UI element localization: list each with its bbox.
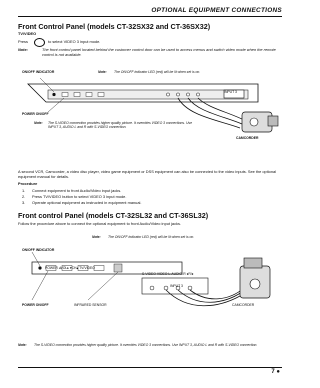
audio-r-jack [196, 93, 199, 96]
page-number: 7 ● [271, 369, 280, 375]
camcorder-icon [242, 112, 278, 132]
front-panel-diagram-2 [18, 252, 282, 330]
tv-video-button-icon [34, 38, 45, 47]
indicator-led [52, 93, 55, 96]
tv-video-key-2 [94, 266, 104, 271]
section1-title: Front Control Panel (models CT-32SX32 and CT-36SX32) [18, 22, 211, 31]
header-rule [18, 16, 282, 17]
video-jack [176, 93, 179, 96]
power-on-off-label-1: POWER ON/OFF [22, 112, 49, 116]
bottom-note-text: The S-VIDEO connection provides higher quality picture. It overrides VIDEO 3 connections. Use INPUT 3, AUDIO L and R with S-VIDEO connection. [34, 343, 258, 347]
input3-label-2: INPUT 3 [170, 284, 183, 288]
diagram1-note-text: The ON/OFF indicator LED (red) will be lit when set is on. [114, 70, 201, 74]
input3-label: INPUT 3 [224, 90, 237, 94]
press-after: to select VIDEO 3 input mode. [48, 39, 101, 44]
svideo-note-label: Note: [34, 121, 43, 125]
svideo-jack [166, 93, 169, 96]
footer-rule [18, 367, 282, 368]
section2-note-label: Note: [92, 235, 101, 239]
press-before: Press [18, 39, 28, 44]
power-key [62, 93, 68, 97]
bottom-note-label: Note: [18, 343, 27, 347]
procedure-step-2: Press TV/VIDEO button to select VIDEO 3 input mode. [32, 194, 127, 199]
tv-video-key [98, 93, 104, 97]
procedure-step-num-3: 3. [22, 200, 26, 205]
on-off-indicator-label-2: ON/OFF INDICATOR [22, 248, 55, 252]
svideo-note-text: The S-VIDEO connection provides higher quality picture. It overrides VIDEO 3 connections. Use INPUT 3, AUDIO L and R with S-VIDEO connection. [48, 121, 192, 130]
procedure-step-3: Operate optional equipment as instructed in equipment manual. [32, 200, 142, 205]
front-panel-diagram-1 [18, 76, 282, 156]
audio-l-jack [186, 93, 189, 96]
procedure-step-1: Connect equipment to front Audio/Video input jacks. [32, 188, 122, 193]
procedure-step-num-2: 2. [22, 194, 26, 199]
power-on-off-label-2: POWER ON/OFF [22, 303, 49, 307]
vol-key [74, 93, 80, 97]
procedure-title: Procedure [18, 181, 38, 186]
page-header: OPTIONAL EQUIPMENT CONNECTIONS [151, 7, 282, 14]
on-off-indicator-label: ON/OFF INDICATOR [22, 70, 55, 74]
ch-key [86, 93, 92, 97]
camcorder-icon-2 [240, 258, 270, 298]
note1-label: Note: [18, 47, 28, 52]
camcorder-label-2: CAMCORDER [232, 303, 255, 307]
tv-video-label: TV/VIDEO [18, 31, 37, 36]
indicator-led-2 [38, 266, 41, 269]
panel-labels-2: POWER ◂VOL▸ ▾CH▴ TV/VIDEO [45, 266, 95, 270]
note1-text: The front control panel located behind the customer control door can be used to access menus and switch video mode when the remote control is not available. [42, 47, 276, 57]
section2-subtitle: Follow the procedure above to connect the optional equipment to front Audio/Video input jacks. [18, 221, 182, 226]
infrared-sensor [114, 264, 122, 272]
procedure-step-num-1: 1. [22, 188, 26, 193]
infrared-sensor-label: INFRARED SENSOR [74, 303, 107, 307]
section2-note-text: The ON/OFF indicator LED (red) will be lit when set is on. [108, 235, 195, 239]
section2-title: Front control Panel (models CT-32SL32 and CT-36SL32) [18, 211, 209, 220]
diagram1-note-label: Note: [98, 70, 107, 74]
intro-paragraph: A second VCR, Camcorder, a video disc player, video game equipment or DSS equipment can also be connected to the video inputs. See the optional equipment manual for details. [18, 169, 277, 179]
camcorder-label-1: CAMCORDER [236, 136, 259, 140]
jack-labels-2: S-VIDEO VIDEO L-AUDIO-R ♦R/♦ [142, 272, 194, 276]
